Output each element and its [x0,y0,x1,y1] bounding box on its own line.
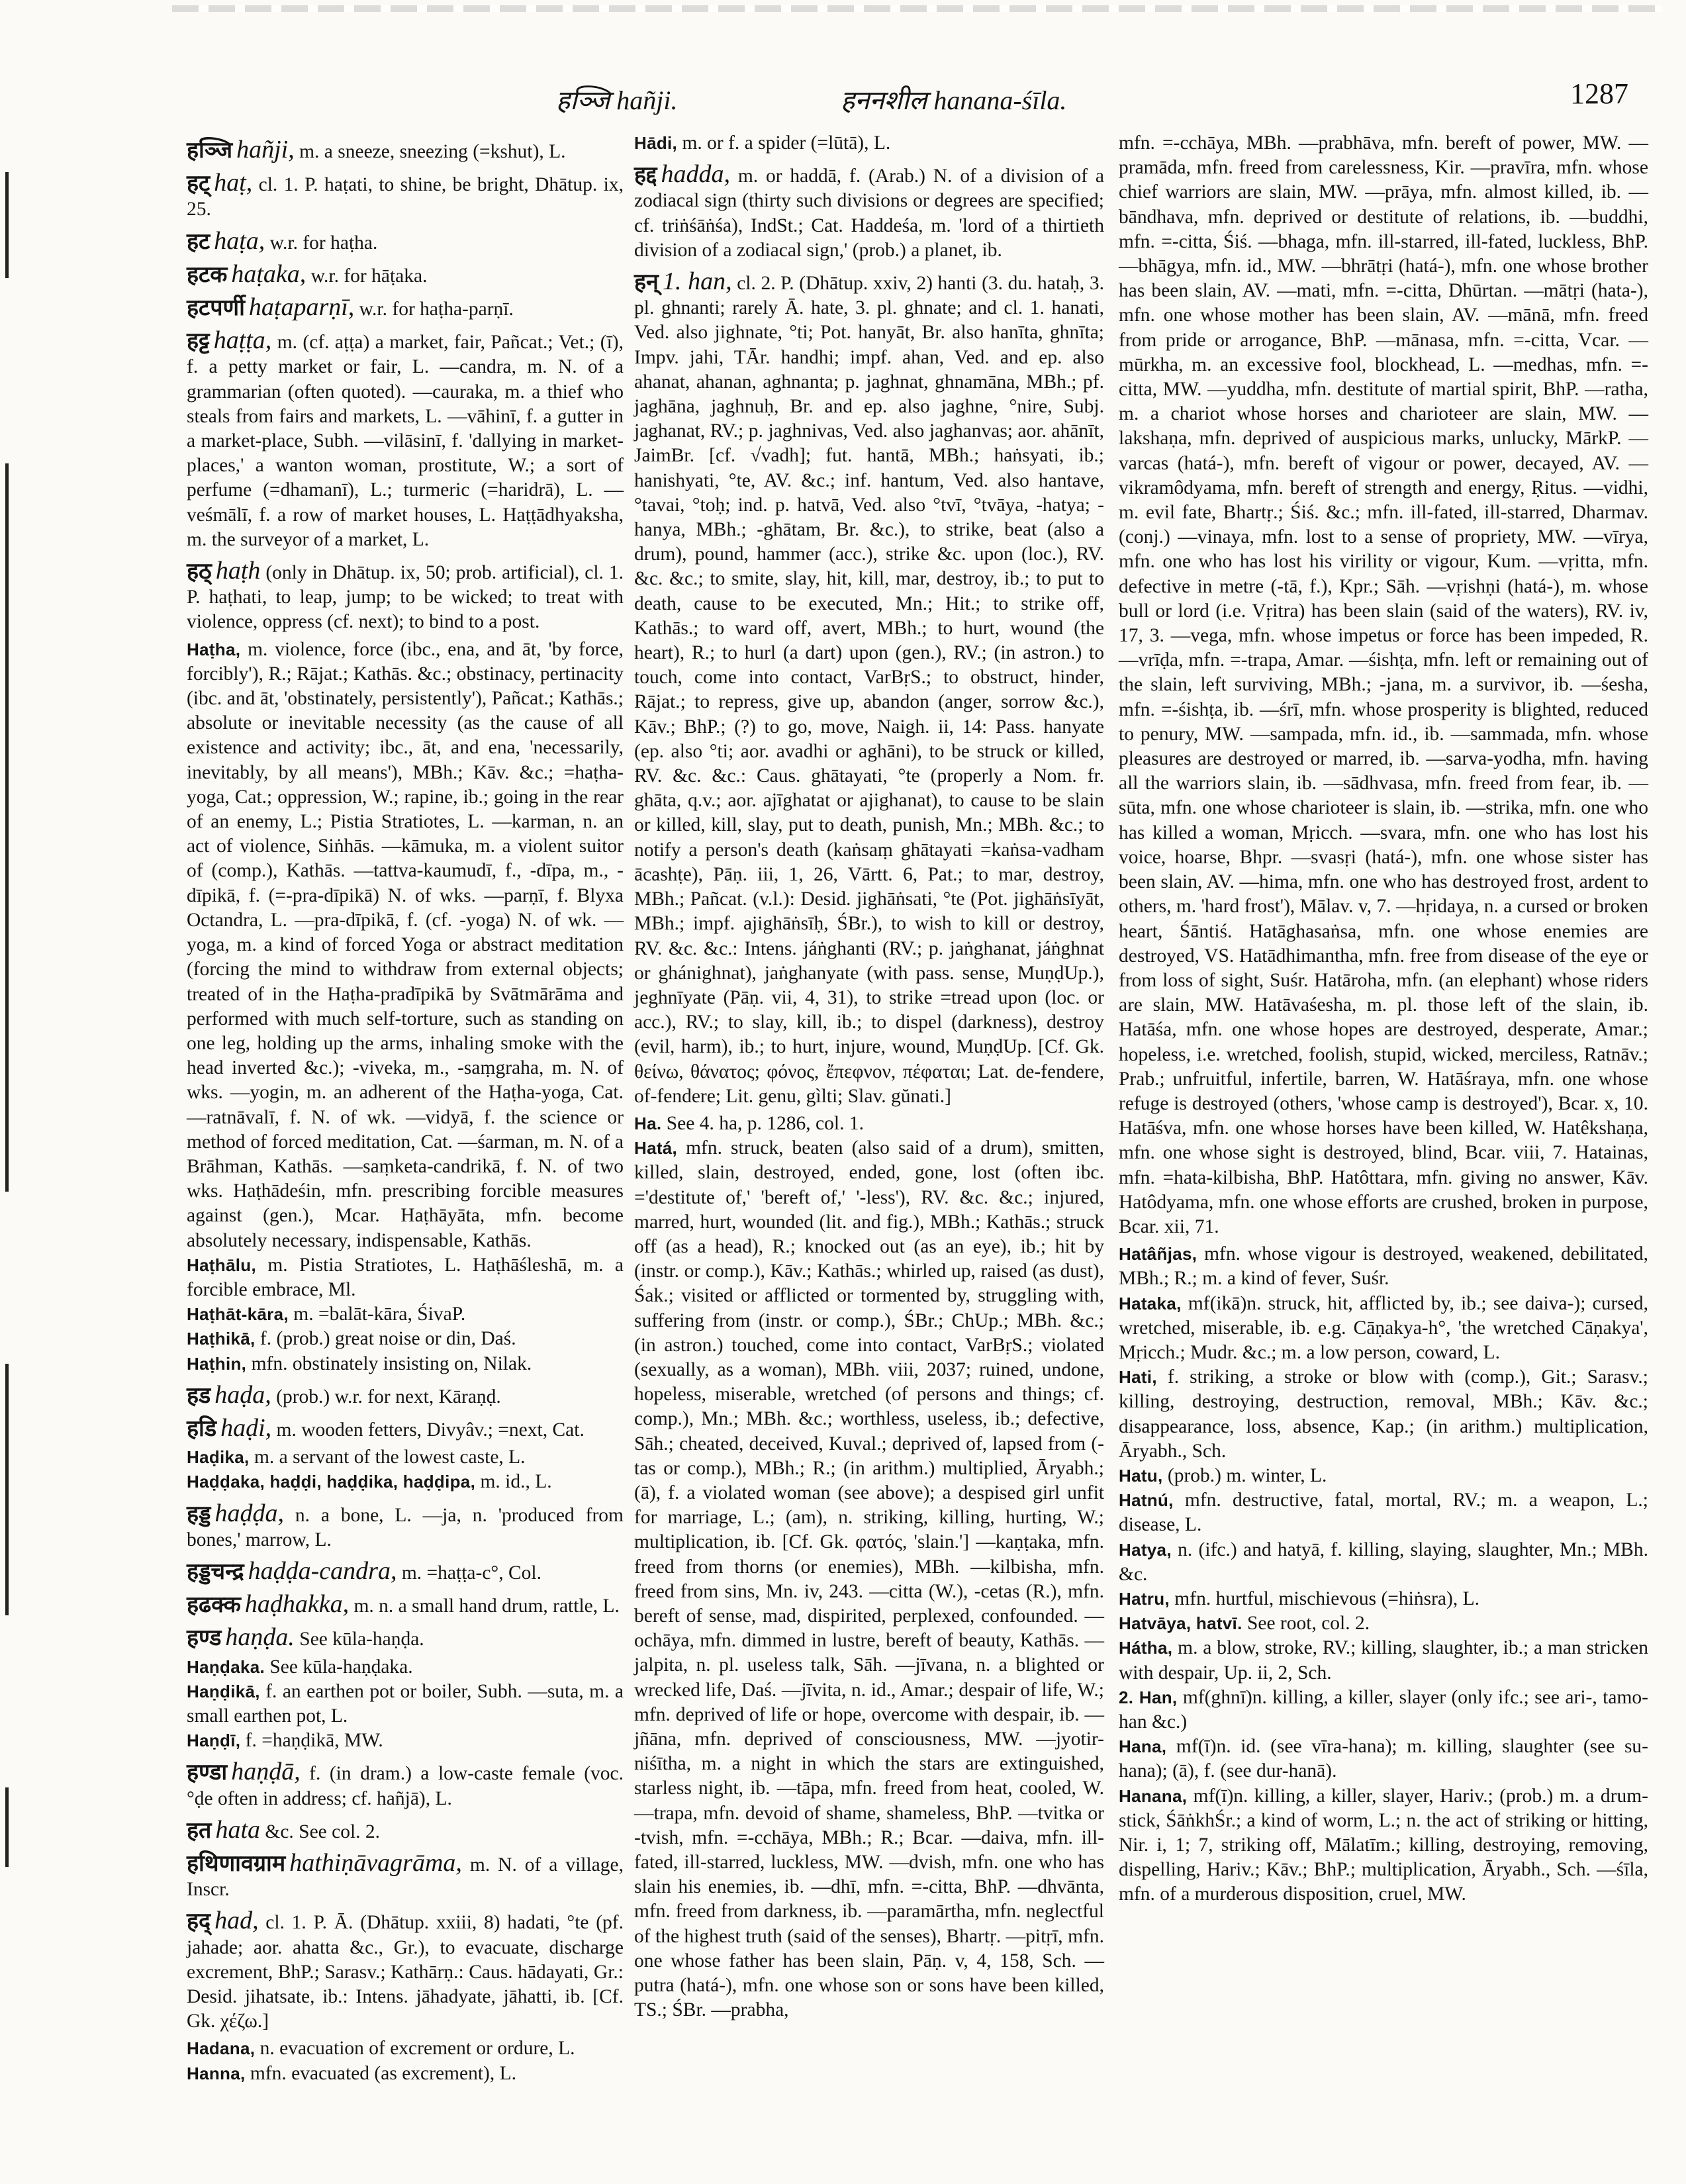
headword: haṭ, [214,169,253,197]
dictionary-entry [187,226,624,256]
dictionary-entry [187,1592,624,1619]
dictionary-entry [1119,1611,1648,1636]
dictionary-entry [187,1556,624,1586]
headword: Hanna, [187,2063,246,2083]
definition-text: m. Pistia Stratiotes, L. Haṭhāśleshā, m. a forcible embrace, Ml. [187,1254,624,1300]
definition-text: m. (cf. aṭṭa) a market, fair, Pañcat.; Vet.; (ī), f. a petty market or fair, L. —candra, m. N. of a grammarian (often quoted). —cauraka, m. a thief who steals from fairs and markets, L. —vāhinī, f. a gutter in a market-place, Subh. —vilāsinī, f. 'dallying in market-places,' a wanton woman, prostitute, W.; a sort of perfume (=dhamanī), L.; turmeric (=haridrā), L. —veśmālī, f. a row of market houses, L. Haṭṭādhyaksha, m. the surveyor of a market, L. [187,332,624,550]
dictionary-entry [1119,1242,1648,1291]
headword: Hādi, [634,133,678,153]
definition-text: m. a servant of the lowest caste, L. [249,1447,526,1468]
page-number: 1287 [1570,77,1628,110]
definition-text: cl. 1. P. haṭati, to shine, be bright, Dhātup. ix, 25. [187,174,624,220]
devanagari-headword: हन् [634,269,659,296]
definition-text: mfn. whose vigour is destroyed, weakened, debilitated, MBh.; R.; m. a kind of fever, Suśr. [1119,1243,1648,1290]
definition-text: m. wooden fetters, Divyâv.; =next, Cat. [271,1419,585,1441]
headword: Hana, [1119,1736,1167,1757]
definition-text: mfn. struck, beaten (also said of a drum), smitten, killed, slain, destroyed, ended, gone, lost (often ibc. ='destitute of,' 'bereft of,' '-less'), RV. &c. &c.; injured, marred, hurt, wounded (lit. and fig.), MBh.; Kathās.; struck off (as a head), R.; knocked out (as an eye), ib.; hit by (instr. or comp.), Kāv.; Kathās.; whirled up, raised (as dust), Śak.; visited or afflicted or tormented by, struggling with, suffering from (instr. or comp.), ŚBr.; ChUp.; MBh. &c.; (in astron.) touched, come into contact, VarBṛS.; violated (sexually, as a woman), MBh. viii, 2037; ruined, undone, hopeless, miserable, wretched (of persons and things; cf. comp.), Mn.; MBh. &c.; worthless, useless, ib.; defective, Sāh.; cheated, deceived, Kuval.; deprived of, lapsed from (-tas or comp.), MBh.; R.; (in arithm.) multiplied, Āryabh.; (ā), f. a violated woman (see above); a despised girl unfit for marriage, L.; (am), n. striking, killing, hurting, W.; multiplication, ib. [Cf. Gk. φατός, 'slain.'] —kaṇṭaka, mfn. freed from thorns (or enemies), MBh. —kilbisha, mfn. freed from sins, Mn. iv, 243. —citta (W.), -cetas (R.), mfn. bereft of sense, mad, dispirited, perplexed, confounded. —ochāya, mfn. dimmed in lustre, bereft of beauty, Kathās. —jalpita, n. pl. useless talk, Sāh. —jīvana, n. a blighted or wrecked life, Daś. —jīvita, n. id., Amar.; despair of life, W.; mfn. deprived of life or hope, overcome with despair, ib. —jñāna, mfn. deprived of consciousness, MW. —jyotir-niśītha, m. a night in which the stars are extinguished, starless night, ib. —tāpa, mfn. freed from heat, cooled, W. —trapa, mfn. devoid of shame, shameless, BhP. —tvitka or -tvish, mfn. =-cchāya, MBh.; R.; Bcar. —daiva, mfn. ill-fated, ill-starred, luckless, MW. —dvish, mfn. one who has slain his enemies, ib. —dhī, mfn. =-citta, BhP. —dhvānta, mfn. freed from darkness, ib. —paramārtha, mfn. neglectful of the highest truth (said of the senses), Bhartṛ. —pitṛī, mfn. one whose father has been slain, Pāṇ. v, 4, 158, Sch. —putra (hatá-), mfn. one whose son or sons have been killed, TS.; ŚBr. —prabha, [634,1137,1104,2021]
definition-text: See kūla-haṇḍaka. [265,1656,413,1678]
headword: Hati, [1119,1367,1157,1388]
headword: haḍḍa, [214,1499,284,1527]
devanagari-headword: हटपर्णी [187,295,245,322]
devanagari-headword: हण्ड [187,1625,222,1652]
dictionary-entry [187,559,624,635]
definition-text: (prob.) w.r. for next, Kāraṇḍ. [271,1386,501,1407]
definition-text: &c. See col. 2. [260,1821,381,1842]
dictionary-entry [1119,131,1648,1239]
definition-text: m. or f. a spider (=lūtā), L. [677,132,891,154]
dictionary-entry [187,1445,624,1470]
dictionary-entry [187,138,624,164]
dictionary-entry [187,638,624,1253]
definition-text: See 4. ha, p. 1286, col. 1. [661,1112,864,1134]
headword: haṇḍa. [225,1623,295,1652]
definition-text: w.r. for haṭha-parṇī. [354,299,514,320]
devanagari-headword: हथिणावग्राम [187,1850,286,1877]
definition-text: m. or haddā, f. (Arab.) N. of a division of a zodiacal sign (thirty such divisions or degrees are specified; cf. triṅśāṅśa), IndSt.; Cat. Haddeśa, m. 'lord of a thirtieth division of a zodiacal sign,' (prob.) a planet, ib. [634,166,1104,261]
headword: haṭa, [214,226,265,255]
definition-text: n. evacuation of excrement or ordure, L. [255,2038,575,2060]
devanagari-headword: हटक [187,261,228,288]
dictionary-entry [634,1112,1104,1136]
dictionary-entry [187,262,624,289]
devanagari-headword: हड [187,1382,211,1409]
definition-text: (only in Dhātup. ix, 50; prob. artificial), cl. 1. P. haṭhati, to leap, jump; to be wicked; to treat with violence, oppress (cf. next); to bind to a post. [187,562,624,633]
definition-text: (prob.) m. winter, L. [1162,1464,1327,1486]
definition-text: m. violence, force (ibc., ena, and āt, 'by force, forcibly'), R.; Rājat.; Kathās. &c.; obstinacy, pertinacity (ibc. and āt, 'obstinately, persistently'), Pañcat.; Kathās.; absolute or inevitable necessity (as the cause of all existence and activity; ibc., āt, and ena, 'necessarily, inevitably, by all means'), MBh.; Kāv. &c.; =haṭha-yoga, Cat.; oppression, W.; rapine, ib.; going in the rear of an enemy, L.; Pistia Stratiotes, L. —karman, n. an act of violence, Siṅhās. —kāmuka, m. a violent suitor of (comp.), Kathās. —tattva-kaumudī, f., -dīpa, m., -dīpikā, f. (=-pra-dīpikā) N. of wks. —parṇī, f. Blyxa Octandra, L. —pra-dīpikā, f. (cf. -yoga) N. of wk. —yoga, m. a kind of forced Yoga or abstract meditation (forcing the mind to withdraw from external objects; treated of in the Haṭha-pradīpikā by Svātmārāma and performed with much self-torture, such as standing on one leg, holding up the arms, inhaling smoke with the head inverted &c.); -viveka, m., -saṃgraha, m. N. of wks. —yogin, m. an adherent of the Haṭha-yoga, Cat. —ratnāvalī, f. N. of wk. —vidyā, f. the science or method of forced meditation, Cat. —śarman, m. N. of a Brāhman, Kathās. —saṃketa-candrikā, f. N. of two wks. Haṭhādeśin, mfn. prescribing forcible measures against (gen.), Mcar. Haṭhāyāta, mfn. become absolutely necessary, indispensable, Kathās. [187,638,624,1251]
dictionary-entry [1119,1734,1648,1783]
definition-text: m. id., L. [475,1471,552,1493]
dictionary-entry [1119,1538,1648,1587]
headword: Haṭhin, [187,1353,247,1374]
definition-text: w.r. for hāṭaka. [306,265,428,287]
dictionary-entry [187,328,624,552]
definition-text: m. n. a small hand drum, rattle, L. [349,1595,620,1617]
headword: Haṇḍikā, [187,1681,260,1701]
header-right-guide-word: हननशील hanana-śīla. [841,85,1067,115]
dictionary-entry [1119,1784,1648,1907]
dictionary-entry [187,1729,624,1753]
definition-text: f. an earthen pot or boiler, Subh. —suta, m. a small earthen pot, L. [187,1680,624,1727]
definition-text: mf(ikā)n. struck, hit, afflicted by, ib.; see daiva-); cursed, wretched, miserable, ib. e.g. Cāṇakya-h°, 'the wretched Cāṇakya', Mṛicch.; Mudr. &c.; m. a low person, coward, L. [1119,1292,1648,1363]
definition-text: See root, col. 2. [1242,1613,1370,1635]
definition-text: mfn. evacuated (as excrement), L. [245,2062,516,2084]
page-header [185,77,1642,120]
margin-mark [5,1787,9,1867]
definition-text: mfn. =-cchāya, MBh. —prabhāva, mfn. bereft of power, MW. —pramāda, mfn. freed from carelessness, Kir. —pravīra, mfn. whose chief warriors are slain, MW. —prāya, mfn. almost killed, ib. —bāndhava, mfn. deprived or destitute of relations, ib. —buddhi, mfn. =-citta, Śiś. —bhaga, mfn. ill-starred, ill-fated, luckless, BhP. —bhāgya, mfn. id., MW. —bhrātṛi (hatá-), mfn. one whose brother has been slain, AV. —mati, mfn. =-citta, Dhūrtan. —mātṛi (hata-), mfn. one whose mother has been slain, AV. —mānā, mfn. freed from pride or arrogance, BhP. —mānasa, mfn. =-citta, Vcar. —mūrkha, m. an excessive fool, blockhead, L. —medhas, mfn. =-citta, MW. —yuddha, mfn. destitute of martial spirit, BhP. —ratha, m. a chariot whose horses and charioteer are slain, MW. —lakshaṇa, mfn. deprived of auspicious marks, unlucky, MārkP. —varcas (hatá-), mfn. bereft of vigour or power, decayed, AV. —vikramôdyama, mfn. bereft of strength and energy, Ṛitus. —vidhi, m. evil fate, Bhartṛ.; Śiś. &c.; mfn. ill-fated, ill-starred, Dharmav. (conj.) —vinaya, mfn. lost to a sense of propriety, MW. —vīrya, mfn. one who has lost his virility or vigour, Kum. —vṛitta, mfn. defective in metre (-tā, f.), Kpr.; Sāh. —vṛishṇi (hatá-), m. whose bull or lord (i.e. Vṛitra) has been slain (said of the waters), RV. iv, 17, 3. —vega, mfn. whose impetus or force has been impeded, R. —vrīḍa, mfn. =-trapa, Amar. —śishṭa, mfn. left or remaining out of the slain, left surviving, MBh.; -jana, m. a survivor, ib. —śesha, mfn. =-śishṭa, ib. —śrī, mfn. whose prosperity is blighted, reduced to penury, MW. —sampada, mfn. id., ib. —sammada, mfn. whose pleasures are destroyed or marred, ib. —sarva-yodha, mfn. having all the warriors slain, ib. —sādhvasa, mfn. freed from fear, ib. —sūta, mfn. one whose charioteer is slain, ib. —strika, mfn. one who has killed a woman, Mṛicch. —svara, mfn. one who has lost his voice, hoarse, Bhpr. —svasṛi (hatá-), mfn. one whose sister has been slain, AV. —hima, mfn. one who has destroyed frost, ardent to others, m. 'hard frost'), Mālav. v, 7. —hṛidaya, n. a cursed or broken heart, Śāntiś. Hatāghasaṅsa, mfn. one whose enemies are destroyed, VS. Hatādhimantha, mfn. free from disease of the eye or from loss of sight, Suśr. Hatāroha, mfn. (an elephant) whose riders are slain, MW. Hatāvaśesha, m. pl. those left of the slain, ib. Hatāśa, mfn. one whose hopes are destroyed, desperate, Amar.; hopeless, i.e. wretched, foolish, stupid, wicked, merciless, Ratnāv.; Prab.; unfruitful, infertile, barren, W. Hatāśraya, mfn. one whose refuge is destroyed (others, 'whose camp is destroyed'), Bcar. x, 10. Hatāśva, mfn. one whose horses have been killed, W. Hatêkshaṇa, mfn. one whose sight is destroyed, blind, Bcar. viii, 7. Hatainas, mfn. =hata-kilbisha, BhP. Hatôttara, mfn. giving no answer, Kāv. Hatôdyama, mfn. one whose efforts are crushed, broken in purpose, Bcar. xii, 71. [1119,132,1648,1237]
headword: haḍhakka, [244,1590,350,1619]
headword: Haṭha, [187,639,241,659]
dictionary-entry [1119,1365,1648,1464]
devanagari-headword: हड्डचन्द्र [187,1558,244,1585]
dictionary-entry [1119,1292,1648,1366]
headword: Hatâñjas, [1119,1244,1197,1264]
headword: Haṇḍī, [187,1731,241,1751]
headword: Hataka, [1119,1293,1182,1313]
dictionary-entry [187,295,624,322]
headword: hathiṇāvagrāma, [289,1849,462,1877]
definition-text: f. (in dram.) a low-caste female (voc. °ḍe often in address; cf. hañjā), L. [187,1763,624,1809]
definition-text: m. a sneeze, sneezing (=kshut), L. [294,141,566,162]
headword: Hatnú, [1119,1490,1174,1511]
headword: Hátha, [1119,1638,1173,1658]
headword: Haḍḍaka, haḍḍi, haḍḍika, haḍḍipa, [187,1472,476,1492]
dictionary-entry [187,171,624,222]
headword: Hatru, [1119,1588,1170,1609]
dictionary-entry [1119,1587,1648,1611]
dictionary-entry [187,1413,624,1443]
dictionary-entry [187,1909,624,2034]
column-2 [634,131,1104,2022]
headword: hañji, [236,136,295,164]
headword: haṭṭa, [213,326,272,355]
headword: 2. Han, [1119,1687,1178,1707]
top-border-line [172,5,1662,12]
margin-mark [5,1364,9,1615]
definition-text: m. =haṭṭa-c°, Col. [397,1562,541,1584]
headword: haḍi, [220,1413,272,1442]
definition-text: mf(ī)n. killing, a killer, slayer, Hariv.; (prob.) m. a drum-stick, ŚāṅkhŚr.; a kind of worm, L.; n. the act of striking or hitting, Nir. i, 1; 7, striking off, Mālatīm.; killing, destroying, removing, dispelling, Hariv.; Kāv.; BhP.; multiplication, Āryabh., Sch. —śīla, mfn. of a murderous disposition, cruel, MW. [1119,1785,1648,1905]
dictionary-entry [187,1253,624,1302]
headword: haḍa, [214,1380,271,1409]
headword: Hatya, [1119,1539,1172,1560]
devanagari-headword: हट् [187,170,211,197]
headword: Haṭhikā, [187,1329,256,1349]
dictionary-entry [1119,1636,1648,1685]
dictionary-entry [187,1655,624,1680]
headword: Hatá, [634,1138,678,1159]
definition-text: m. N. of a village, Inscr. [187,1854,624,1901]
headword: had, [214,1907,259,1935]
dictionary-entry [187,1851,624,1902]
devanagari-headword: हडि [187,1415,217,1442]
headword: Hatu, [1119,1465,1163,1486]
headword: Haṇḍaka. [187,1656,265,1677]
dictionary-entry [1119,1488,1648,1537]
headword: hadda, [661,160,731,189]
devanagari-headword: हट्ट [187,328,210,355]
headword: haṭaparṇī, [248,293,355,322]
definition-text: mfn. obstinately insisting on, Nilak. [246,1353,532,1374]
definition-text: m. =balāt-kāra, ŚivaP. [288,1304,466,1325]
devanagari-headword: हढक्क [187,1591,241,1619]
column-3 [1119,131,1648,1907]
header-left-guide-word: हञ्जि hañji. [556,85,678,115]
column-1 [187,131,624,2086]
dictionary-entry [634,131,1104,156]
devanagari-headword: हड्ड [187,1500,211,1527]
definition-text: n. a bone, L. —ja, n. 'produced from bones,' marrow, L. [187,1504,624,1550]
definition-text: f. striking, a stroke or blow with (comp.), Git.; Sarasv.; killing, destroying, destruction, removal, MBh.; Kāv. &c.; disappearance, loss, absence, Kap.; (in arithm.) multiplication, Āryabh., Sch. [1119,1366,1648,1462]
headword: Haṭhāt-kāra, [187,1304,289,1325]
definition-text: mfn. destructive, fatal, mortal, RV.; m. a weapon, L.; disease, L. [1119,1490,1648,1536]
dictionary-entry [187,2036,624,2061]
dictionary-entry [187,1815,624,1844]
dictionary-entry [634,162,1104,263]
dictionary-entry [187,1470,624,1494]
definition-text: f. =haṇḍikā, MW. [240,1730,383,1752]
headword: haḍḍa-candra, [248,1556,397,1585]
dictionary-entry [187,1760,624,1811]
dictionary-entry [187,1380,624,1409]
devanagari-headword: हञ्जि [187,137,233,164]
definition-text: mf(ī)n. id. (see vīra-hana); m. killing, slaughter (see su-hana); (ā), f. (see dur-hanā). [1119,1736,1648,1782]
headword: hata [215,1815,260,1844]
headword: Haṭhālu, [187,1255,256,1275]
definition-text: cl. 1. P. Ā. (Dhātup. xxiii, 8) hadati, °te (pf. jahade; aor. ahatta &c., Gr.), to evacuate, discharge excrement, BhP.; Sarasv.; Kathārṇ.: Caus. hādayati, Gr.: Desid. jihatsate, ib.: Intens. jāhadyate, jāhatti, ib. [Cf. Gk. χέζω.] [187,1912,624,2032]
devanagari-headword: हद् [187,1908,211,1935]
definition-text: See kūla-haṇḍa. [294,1629,424,1650]
devanagari-headword: हण्डा [187,1759,228,1786]
definition-text: mfn. hurtful, mischievous (=hiṅsra), L. [1169,1588,1479,1609]
headword: Haḍika, [187,1447,250,1468]
dictionary-entry [634,1136,1104,2022]
dictionary-entry [187,1501,624,1552]
devanagari-headword: हद्द [634,162,657,189]
headword: Hatvāya, hatvī. [1119,1613,1242,1634]
definition-text: cl. 2. P. (Dhātup. xxiv, 2) hanti (3. du. hataḥ, 3. pl. ghnanti; rarely Ā. hate, 3. pl. ghnate; and cl. 1. hanati, Ved. also jighnate, °ti; Pot. hanyāt, Br. also hanīta, ghnīta; Impv. jahi, TĀr. handhi; impf. ahan, Ved. and ep. also ahanat, ahanan, aghnanta; p. jaghnat, ghnamāna, MBh.; pf. jaghāna, jaghnuḥ, Br. and ep. also jaghne, °nire, Subj. jaghanat, RV.; p. jaghnivas, Ved. also jaghanvas; aor. ahānīt, JaimBr. [cf. √vadh]; fut. hantā, MBh.; haṅsyati, ib.; hanishyati, °te, AV. &c.; inf. hantum, Ved. also hantave, °tavai, °toḥ; ind. p. hatvā, Ved. also °tvī, °tvāya, -hatya; -hanya, MBh.; -ghātam, Br. &c.), to strike, beat (also a drum), pound, hammer (acc.), strike &c. upon (loc.), RV. &c. &c.; to smite, slay, hit, kill, mar, destroy, ib.; to put to death, cause to be executed, Mn.; Hit.; to strike off, Kathās.; to ward off, avert, MBh.; to hurt, wound (the heart), R.; to hurl (a dart) upon (gen.), RV.; (in astron.) to touch, come into contact, VarBṛS.; to obstruct, hinder, Rājat.; to repress, give up, abandon (anger, sorrow &c.), Kāv.; BhP.; (?) to go, move, Naigh. ii, 14: Pass. hanyate (ep. also °ti; aor. avadhi or aghāni), to be struck or killed, RV. &c. &c.: Caus. ghātayati, °te (properly a Nom. fr. ghāta, q.v.; aor. ajīghatat or ajighanat), to cause to be slain or killed, kill, slay, put to death, punish, Mn.; MBh. &c.; to notify a person's death (kaṅsaṃ ghātayati =kaṅsa-vadham ācashṭe), Pāṇ. iii, 1, 26, Vārtt. 6, Pat.; to mar, destroy, MBh.; Pañcat. (v.l.): Desid. jighāṅsati, °te (Pot. jighāṅsīyāt, MBh.; impf. ajighāṅsīḥ, ŚBr.), to wish to kill or destroy, RV. &c. &c.: Intens. jáṅghanti (RV.; p. jaṅghanat, jáṅghnat or ghánighnat), jaṅghanyate (with pass. sense, MuṇḍUp.), jeghnīyate (Pāṇ. vii, 4, 31), to strike =tread upon (loc. or acc.), RV.; to slay, kill, ib.; to dispel (darkness), destroy (evil, harm), ib.; to hurt, injure, wound, MuṇḍUp. [Cf. Gk. θείνω, θάνατος; φόνος, ἔπεφνον, πέφαται; Lat. de-fendere, of-fendere; Lit. genu, gìlti; Slav. gŭnati.] [634,273,1105,1107]
margin-mark [5,172,9,278]
headword: haṭaka, [231,260,306,288]
definition-text: f. (prob.) great noise or din, Daś. [255,1328,516,1350]
headword: Ha. [634,1113,662,1133]
definition-text: w.r. for haṭha. [265,232,378,254]
dictionary-entry [1119,1464,1648,1488]
devanagari-headword: हट [187,228,211,255]
devanagari-headword: हत [187,1817,212,1844]
headword: 1. han, [662,267,732,296]
dictionary-entry [187,1327,624,1351]
headword: haṇḍā, [231,1758,301,1786]
dictionary-entry [187,1352,624,1376]
headword: Hadana, [187,2038,256,2059]
devanagari-headword: हठ् [187,558,212,585]
dictionary-entry [187,2062,624,2086]
dictionary-entry [634,269,1104,1109]
dictionary-entry [187,1625,624,1652]
dictionary-entry [1119,1685,1648,1734]
headword: haṭh [215,557,261,585]
definition-text: n. (ifc.) and hatyā, f. killing, slaying, slaughter, Mn.; MBh. &c. [1119,1539,1648,1585]
dictionary-entry [187,1680,624,1729]
margin-mark [5,463,9,1192]
definition-text: mf(ghnī)n. killing, a killer, slayer (only ifc.; see ari-, tamo-han &c.) [1119,1686,1648,1733]
dictionary-entry [187,1302,624,1327]
headword: Hanana, [1119,1785,1188,1806]
definition-text: m. a blow, stroke, RV.; killing, slaughter, ib.; a man stricken with despair, Up. ii, 2, Sch. [1119,1637,1648,1684]
